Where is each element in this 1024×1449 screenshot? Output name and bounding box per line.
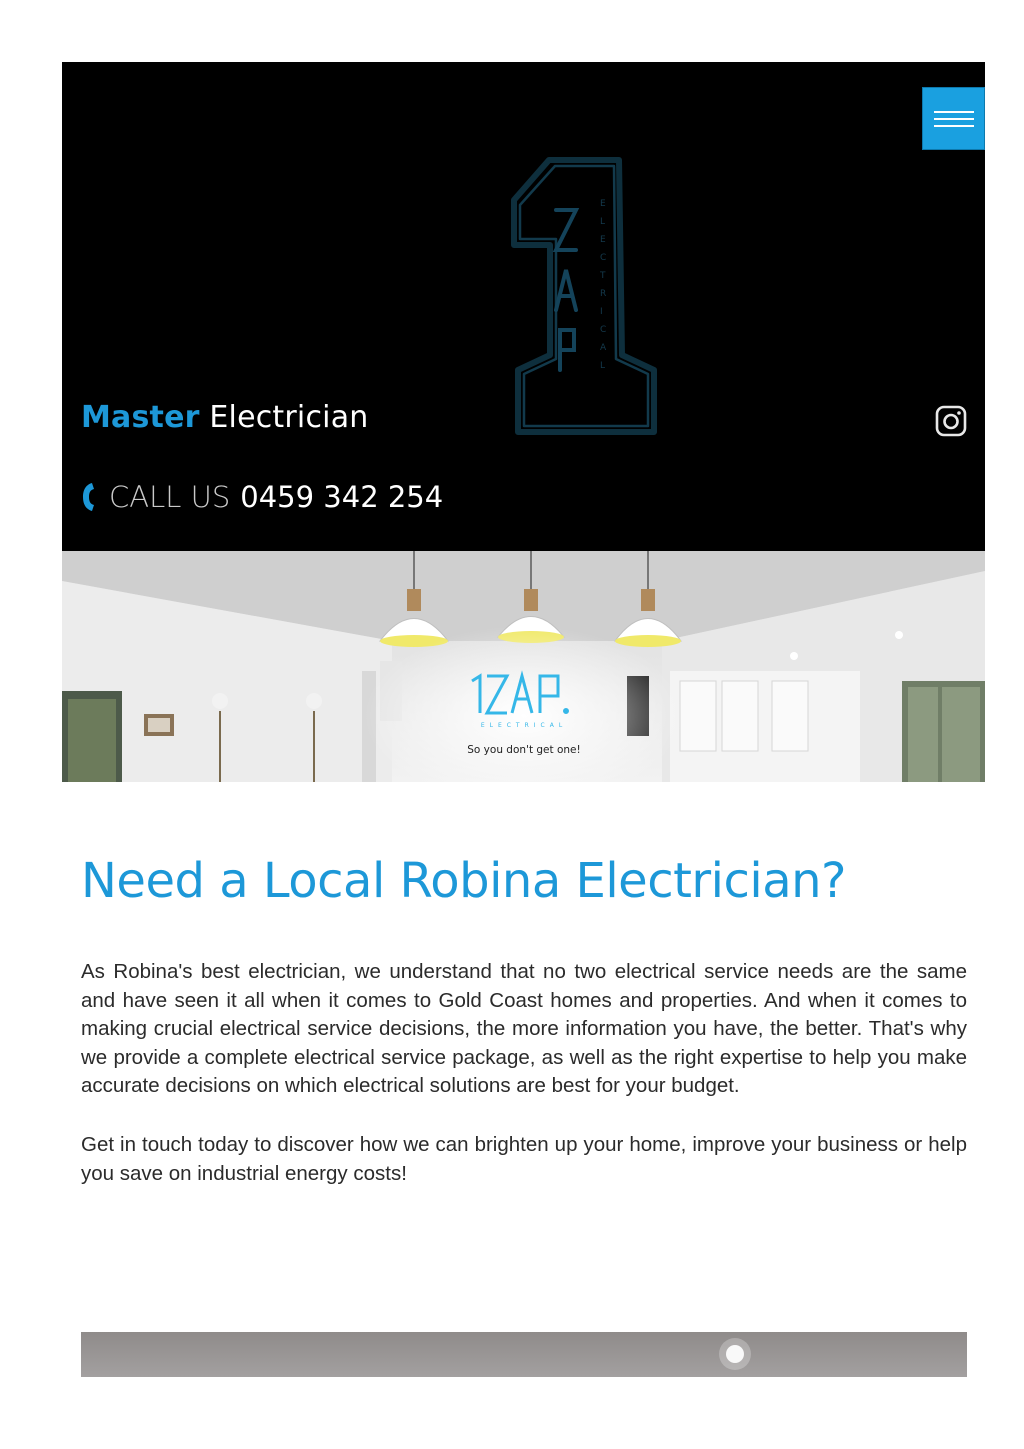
hero-header (62, 62, 985, 551)
tagline-rest: Electrician (209, 400, 369, 435)
kitchen-illustration (62, 551, 985, 782)
page-title: Need a Local Robina Electrician? (81, 853, 847, 909)
phone-number[interactable]: 0459 342 254 (240, 480, 444, 514)
instagram-icon[interactable] (935, 405, 967, 437)
call-us[interactable] (81, 478, 443, 516)
call-label: CALL US (109, 480, 231, 514)
ceiling-lights-image (81, 1332, 967, 1377)
svg-text:I: I (600, 307, 603, 317)
svg-text:L: L (600, 217, 606, 227)
tagline (81, 400, 369, 435)
hamburger-icon (934, 109, 974, 129)
main-content (81, 850, 967, 1188)
svg-text:C: C (600, 253, 607, 263)
svg-text:E: E (600, 199, 606, 209)
svg-text:T: T (600, 271, 606, 281)
phone-icon (81, 481, 97, 513)
cta-paragraph: Get in touch today to discover how we can brighten up your home, improve your business or help you save on industrial energy costs! (81, 1132, 967, 1185)
neon-logo (504, 150, 664, 442)
intro-paragraph: As Robina's best electrician, we understand that no two electrical service needs are the same and have seen it all when it comes to Gold Coast homes and properties. And when it comes to making crucial electrical service decisions, the more information you have, the better. That's why we provide a complete electrical service package, as well as the right expertise to help you make accurate decisions on which electrical solutions are best for your budget. (81, 960, 967, 1098)
section-image (81, 1332, 967, 1377)
menu-button[interactable] (922, 87, 985, 150)
svg-text:E: E (600, 235, 606, 245)
banner-logo-sub: ELECTRICAL (480, 722, 568, 729)
hero-banner-image (62, 551, 985, 782)
tagline-accent: Master (81, 400, 200, 435)
banner-slogan: So you don't get one! (467, 744, 581, 756)
svg-text:L: L (600, 361, 606, 371)
svg-text:C: C (600, 325, 607, 335)
svg-text:A: A (600, 343, 607, 353)
page-frame (62, 62, 985, 782)
svg-text:R: R (600, 289, 607, 299)
